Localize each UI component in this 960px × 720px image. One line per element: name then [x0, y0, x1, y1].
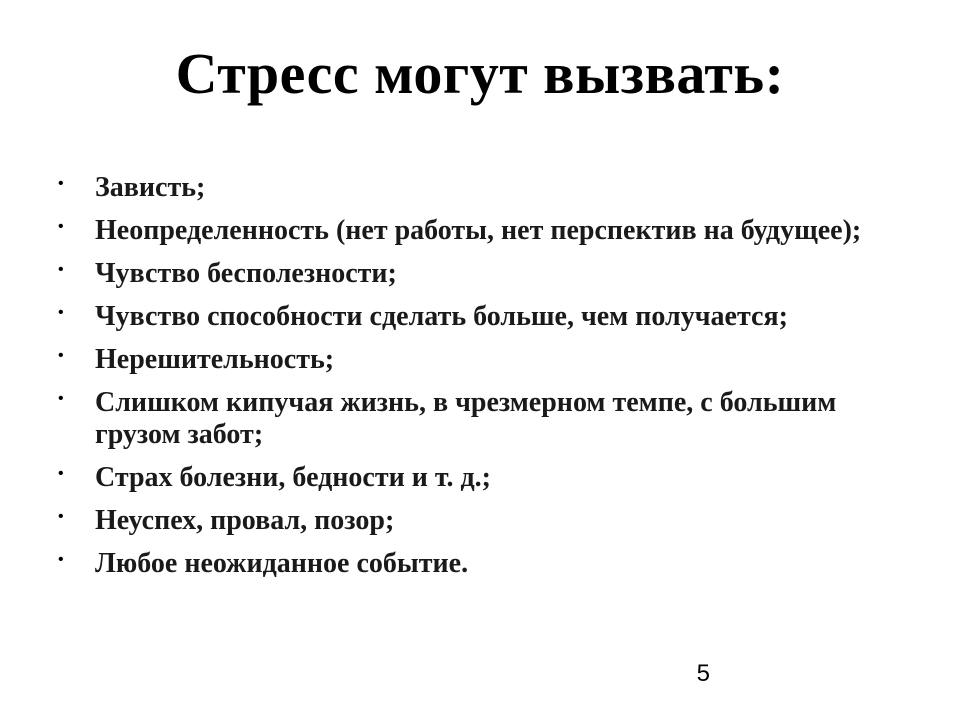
bullet-icon: •	[58, 347, 64, 364]
list-item-text: Любое неожиданное событие.	[95, 548, 469, 579]
list-item-text: Страх болезни, бедности и т. д.;	[95, 462, 492, 493]
list-item-text: Неопределенность (нет работы, нет перспектив на будущее);	[95, 215, 862, 246]
list-item	[58, 172, 908, 204]
list-item-text: Нерешительность;	[95, 344, 335, 375]
bullet-icon: •	[58, 218, 64, 235]
list-item	[58, 548, 908, 580]
slide-title: Стресс могут вызвать:	[175, 41, 785, 106]
bullet-list	[58, 172, 908, 591]
list-item	[58, 301, 908, 333]
bullet-icon: •	[58, 465, 64, 482]
list-item-text: Неуспех, провал, позор;	[95, 505, 395, 536]
bullet-icon: •	[58, 390, 64, 407]
list-item-text: Чувство бесполезности;	[95, 258, 397, 289]
list-item	[58, 387, 908, 451]
bullet-icon: •	[58, 508, 64, 525]
bullet-icon: •	[58, 175, 64, 192]
bullet-icon: •	[58, 304, 64, 321]
list-item-text: Слишком кипучая жизнь, в чрезмерном темпе, с большим грузом забот;	[95, 387, 837, 450]
list-item	[58, 462, 908, 494]
list-item	[58, 344, 908, 376]
list-item-text: Чувство способности сделать больше, чем получается;	[95, 301, 788, 332]
list-item	[58, 258, 908, 290]
bullet-icon: •	[58, 551, 64, 568]
list-item	[58, 215, 908, 247]
slide-number: 5	[696, 660, 710, 687]
bullet-icon: •	[58, 261, 64, 278]
list-item	[58, 505, 908, 537]
list-item-text: Зависть;	[95, 172, 206, 203]
